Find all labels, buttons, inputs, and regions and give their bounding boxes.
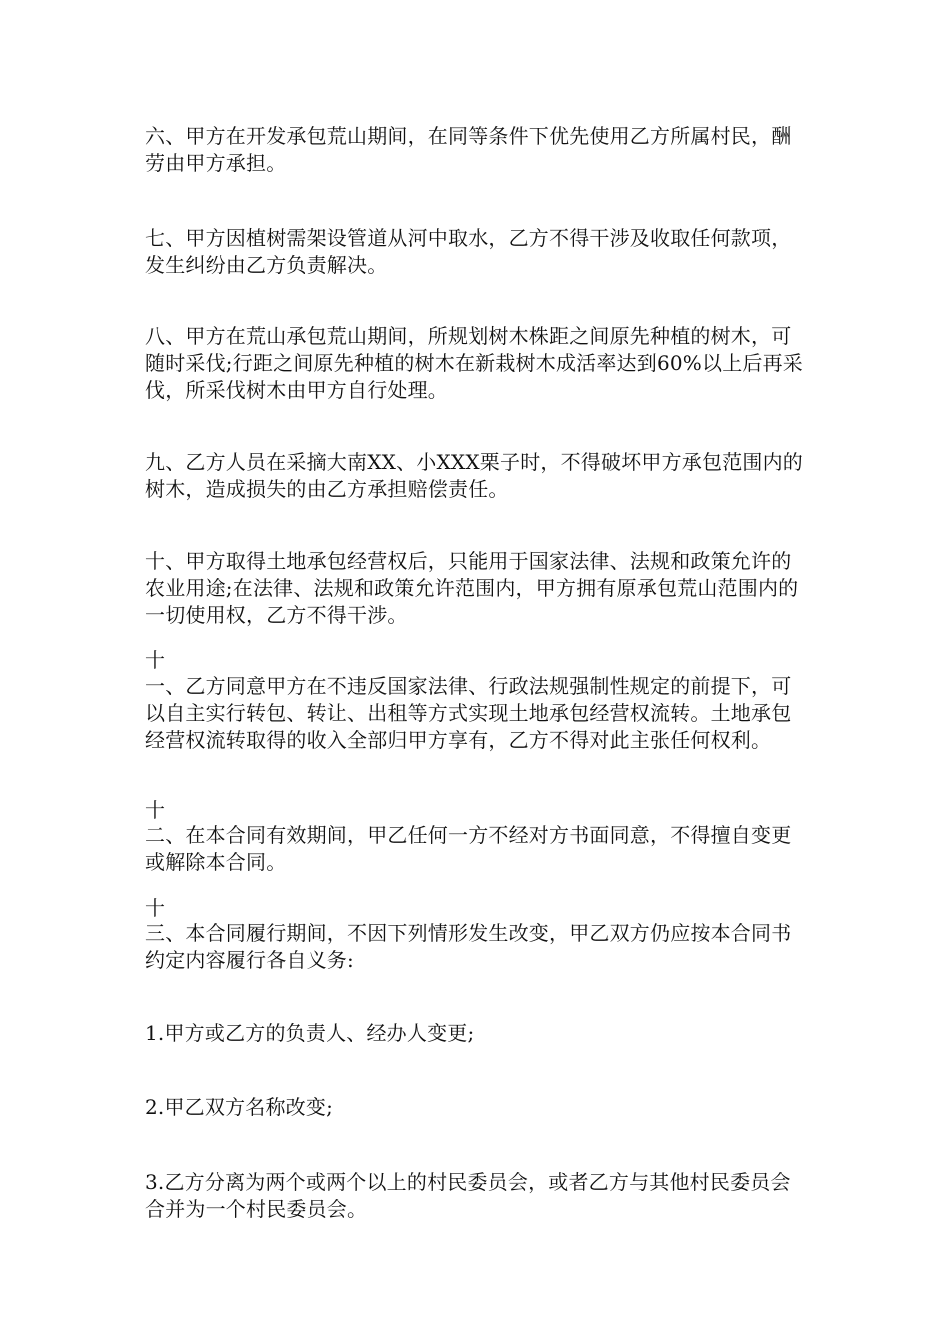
clause-8: 八、甲方在荒山承包荒山期间，所规划树木株距之间原先种植的树木，可随时采伐;行距之间原先种植的树木在新栽树木成活率达到60%以上后再采伐，所采伐树木由甲方自行处理。 xyxy=(145,324,803,402)
clause-12-number-fragment: 十 xyxy=(145,798,166,822)
clause-13: 三、本合同履行期间，不因下列情形发生改变，甲乙双方仍应按本合同书约定内容履行各自义务: xyxy=(145,921,792,972)
clause-9: 九、乙方人员在采摘大南XX、小XXX栗子时，不得破坏甲方承包范围内的树木，造成损失的由乙方承担赔偿责任。 xyxy=(145,450,803,501)
clause-13-item-1: 1.甲方或乙方的负责人、经办人变更; xyxy=(145,1021,475,1045)
clause-10: 十、甲方取得土地承包经营权后，只能用于国家法律、法规和政策允许的农业用途;在法律、法规和政策允许范围内，甲方拥有原承包荒山范围内的一切使用权，乙方不得干涉。 xyxy=(145,549,799,627)
clause-6: 六、甲方在开发承包荒山期间，在同等条件下优先使用乙方所属村民，酬劳由甲方承担。 xyxy=(145,124,792,175)
clause-11: 一、乙方同意甲方在不违反国家法律、行政法规强制性规定的前提下，可以自主实行转包、转让、出租等方式实现土地承包经营权流转。土地承包经营权流转取得的收入全部归甲方享有，乙方不得对此主张任何权利。 xyxy=(145,674,792,752)
clause-13-item-2: 2.甲乙双方名称改变; xyxy=(145,1095,334,1119)
clause-13-number-fragment: 十 xyxy=(145,896,166,920)
clause-12: 二、在本合同有效期间，甲乙任何一方不经对方书面同意，不得擅自变更或解除本合同。 xyxy=(145,823,792,874)
clause-7: 七、甲方因植树需架设管道从河中取水，乙方不得干涉及收取任何款项，发生纠纷由乙方负责解决。 xyxy=(145,226,792,277)
clause-13-item-3: 3.乙方分离为两个或两个以上的村民委员会，或者乙方与其他村民委员会合并为一个村民委员会。 xyxy=(145,1170,791,1221)
clause-11-number-fragment: 十 xyxy=(145,648,166,672)
